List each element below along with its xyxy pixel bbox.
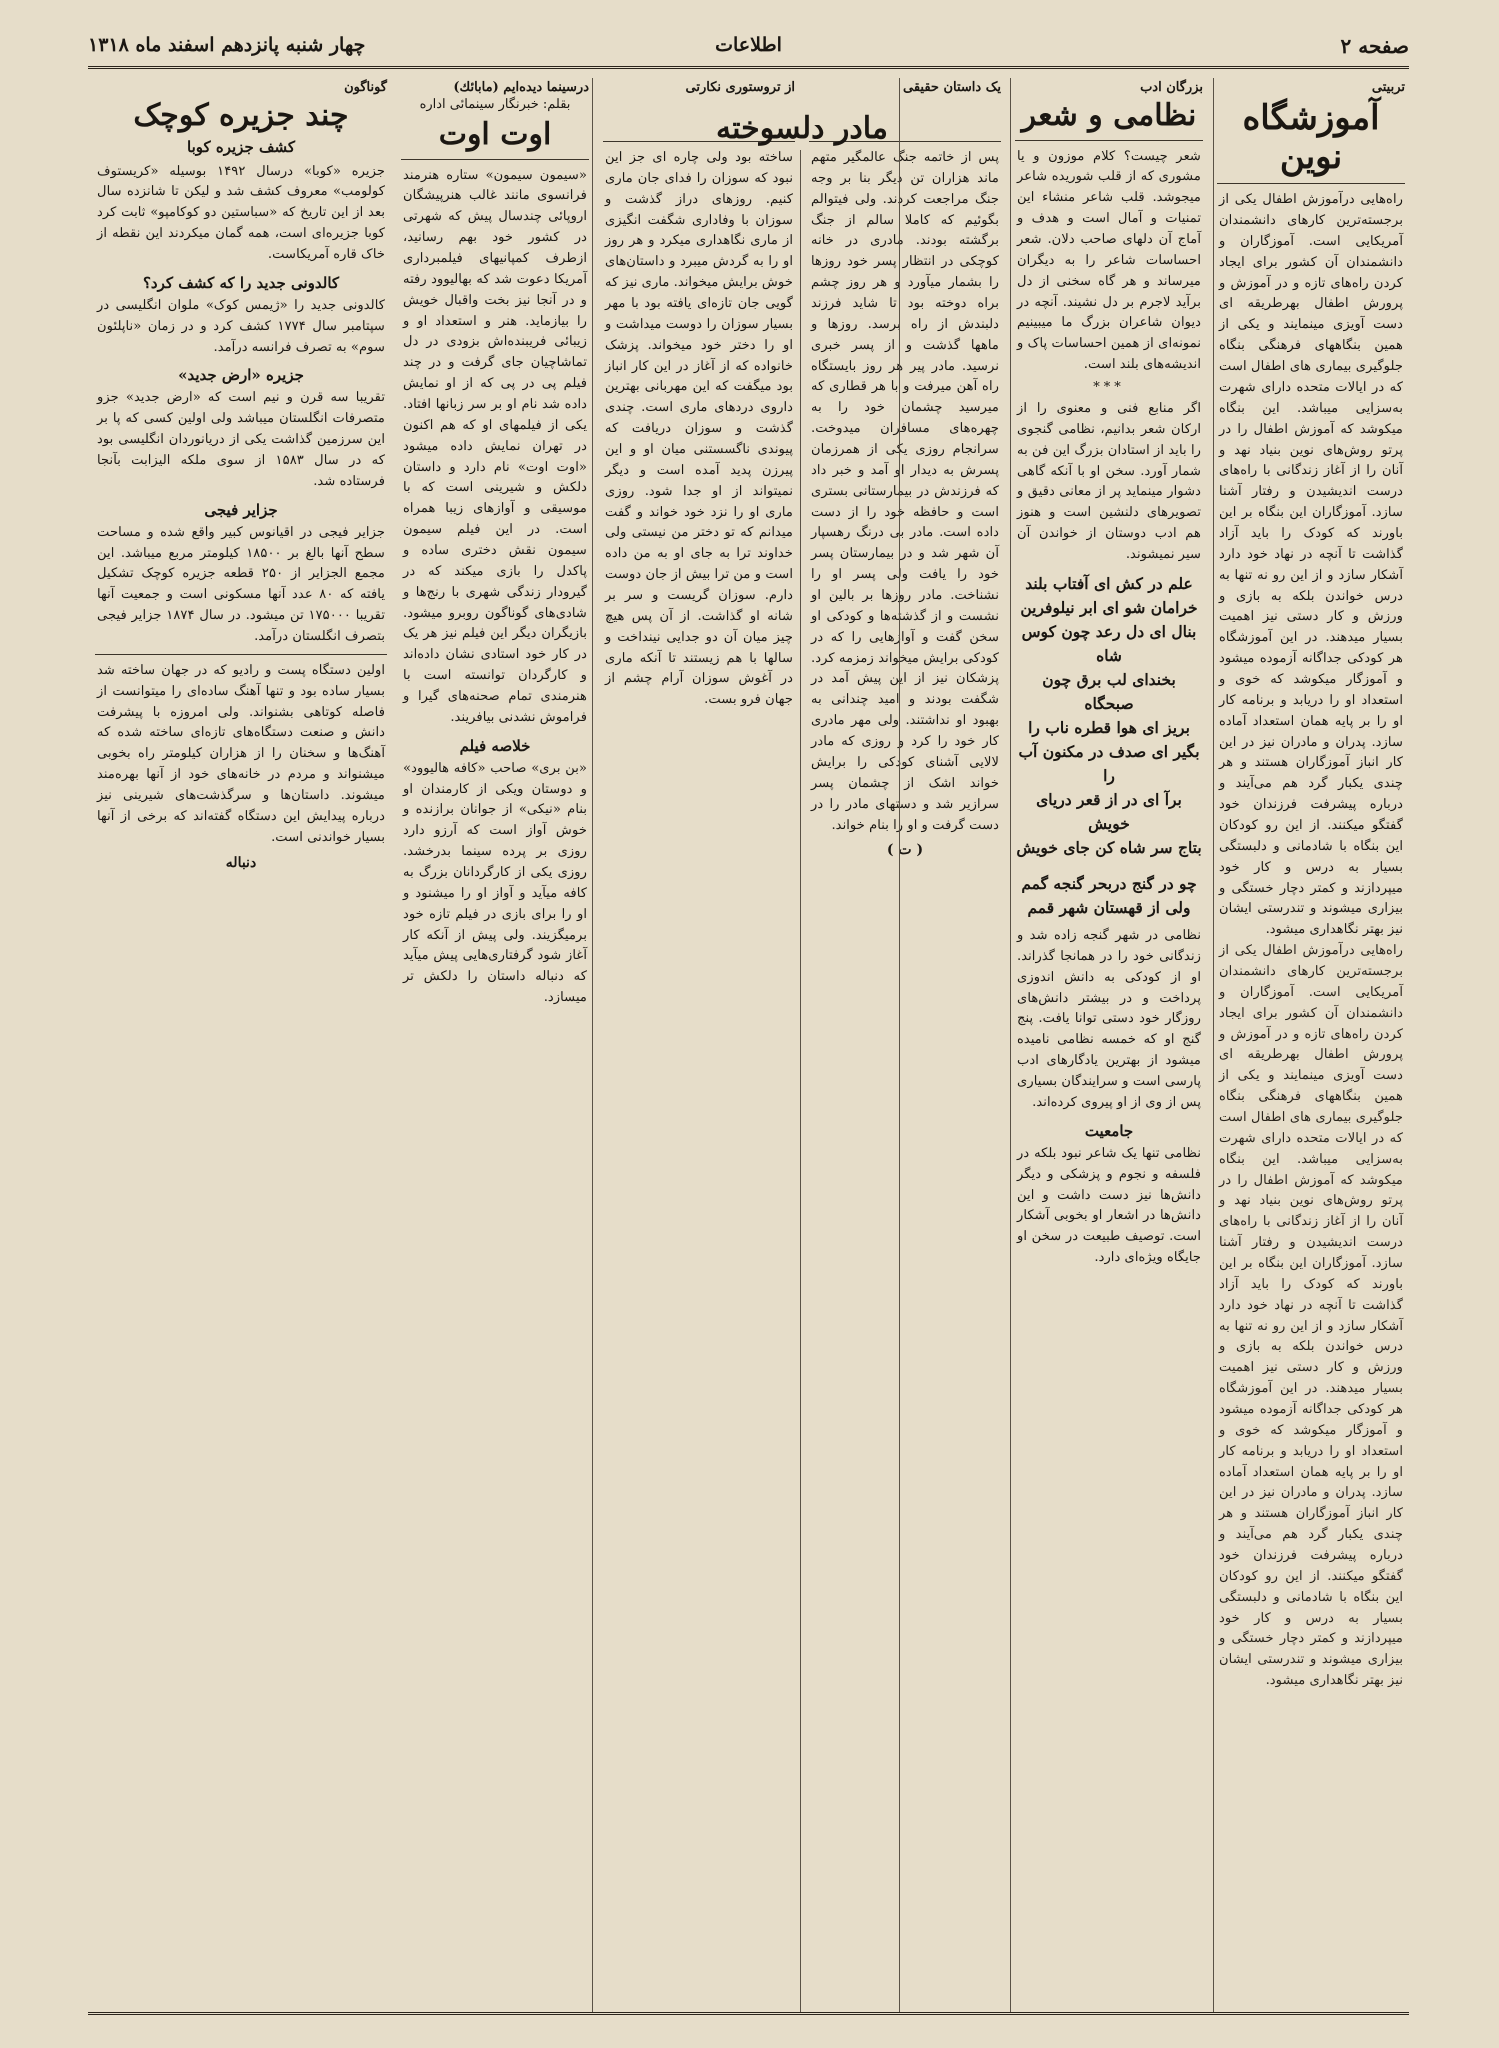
subsection-heading: کالدونی جدید را که کشف کرد؟ (142, 273, 340, 292)
newspaper-name: اطلاعات (715, 34, 782, 56)
divider (1015, 140, 1203, 141)
issue-date: چهار شنبه پانزدهم اسفند ماه ۱۳۱۸ (88, 34, 366, 56)
column-divider (800, 150, 801, 2012)
article-body: جزیره «کوبا» درسال ۱۴۹۲ بوسیله «کریستوف کولومب» معروف کشف شد و لیکن تا شانزده سال بعد از این تاریخ که «سباستین دو کوکامپو» ثابت کرد کوبا جزیره‌ای است، همه گمان میکردند این نقطه از خاک قاره آمریکاست. (97, 163, 385, 262)
header-rule (88, 66, 1409, 69)
divider (95, 654, 387, 655)
column-divider (1010, 78, 1011, 2012)
poem-verse-2: چو در گنج دربحر گنجه گمم ولی از قهستان شهر قمم (1021, 874, 1197, 918)
column-story-left (599, 78, 799, 2012)
subsection-body-3: جزایر فیجی در اقیانوس کبیر واقع شده و مساحت سطح آنها بالغ بر ۱۸۵۰۰ کیلومتر مربع میباشد. این مجمع الجزایر از ۲۵۰ قطعه جزیره کوچک تشکیل یافته که ۸۰ عدد آنها مسکونی است و جمعیت آنها تقریبا ۱۷۵۰۰۰ تن میشود. در سال ۱۸۷۴ جزایر فیجی بتصرف انگلستان درآمد. (97, 524, 385, 644)
story-body-continued: ساخته بود ولی چاره ای جز این نبود که سوزان را فدای جان ماری کنیم. روزهای دراز گذشت و سوزان با وفاداری شگفت انگیزی از ماری نگاهداری میکرد و هر روز او را به گردش میبرد و داستان‌های خوش برایش میخواند. ماری نیز که گویی جان تازه‌ای یافته بود با مهر بسیار سوزان را دوست میداشت و او را دختر خود میخواند. پزشک خانواده که از آغاز در این کار انباز بود میگفت که این مهربانی بهترین داروی دردهای ماری است. چندی گذشت و سوزان دریافت که پیوندی ناگسستنی میان او و این پیرزن پدید آمده است و دیگر نمیتواند از او جدا شود. روزی ماری او را نزد خود خواند و گفت میدانم که تو دختر من نیستی ولی خداوند ترا به جای او به من داده است و من ترا بیش از جان دوست دارم. سوزان گریست و سر بر شانه او گذاشت. از آن پس هیچ چیز میان آن دو جدایی نینداخت و سالها با هم زیستند تا آنکه ماری در آغوش سوزان آرام چشم از جهان فرو بست. (605, 150, 793, 708)
article-subheadline: کشف جزیره کوبا (187, 137, 295, 156)
column-education (1213, 78, 1409, 2012)
column-literature (1011, 78, 1207, 2012)
subsection-body: «بن بری» صاحب «کافه هالیوود» و دوستان ویکی از کارمندان او بنام «نیکی» از جوانان برازنده و خوش آواز است که آرزو دارد روزی بر پرده سینما بدرخشد. روزی یکی از کارگردانان بزرگ به کافه میآید و آواز او را میشنود و او را برای بازی در فیلم تازه خود برمیگزیند. ولی پیش از آنکه کار آغاز شود گرفتاری‌هایی پیش میآید که دنباله داستان را دلکش تر میسازد. (403, 760, 587, 1006)
article-headline: چند جزیره کوچک (133, 98, 349, 133)
article-intro: شعر چیست؟ کلام موزون و یا مشوری که از قلب شوریده شاعر میجوشد. قلب شاعر منشاء این تمنیات و آمال است و هدف و آماج آن دلهای صاحب دلان. شعر احساسات شاعر را به دیگران میرساند و هر گاه سخنی از دل برآید لاجرم بر دل نشیند. آنچه در دیوان شاعران بزرگ ما میبینیم نمونه‌ای از همین احساسات پاک و اندیشه‌های بلند است. (1017, 148, 1201, 373)
section-stars: *** (1093, 379, 1125, 395)
article-body: «سیمون سیمون» ستاره هنرمند فرانسوی مانند غالب هنرپیشگان اروپائی چندسال پیش که شهرتی در کشور خود بهم رسانید، ازطرف کمپانیهای فیلمبرداری آمریکا دعوت شد که بهالیوود رفته و در آنجا نیز بخت واقبال خویش را بیازماید. هنر و استعداد او و زیبائی فریبنده‌اش بزودی در دل تماشاچیان جای گرفت و در چند فیلم پی در پی که از او نمایش داده شد نام او بر سر زبانها افتاد. یکی از فیلمهای او که هم اکنون در تهران نمایش داده میشود «اوت اوت» نام دارد و داستان دلکش و شیرینی است که با موسیقی و آوازهای زیبا همراه است. در این فیلم سیمون سیمون نقش دختری ساده و پاکدل را بازی میکند که در گیرودار زندگی شهری با رنج‌ها و شادی‌های گوناگون روبرو میشود. بازیگران دیگر این فیلم نیز هر یک در کار خود استادی نشان داده‌اند و کارگردان توانسته است با هنرمندی تمام صحنه‌های گیرا و فراموش نشدنی بیافریند. (403, 167, 587, 725)
subsection-heading-3: جزایر فیجی (204, 500, 278, 519)
article-headline: نظامی و شعر (1021, 98, 1197, 133)
subsection-heading-2: جزیره «ارض جدید» (178, 366, 304, 385)
story-body: پس از خاتمه جنگ عالمگیر متهم ماند هزاران تن دیگر بنا بر وجه جنگ مراجعت کردند. ولی فیتوالم بگوئیم که کاملا سالم از جنگ برگشته بودند. مادری در خانه کوچکی در انتظار پسر خود روزها را بشمار میآورد و هر روز چشم براه دوخته بود تا شاید فرزند دلبندش از راه برسد. روزها و ماهها گذشت و از پسر خبری نرسید. مادر پیر هر روز بایستگاه راه آهن میرفت و با هر قطاری که میرسید چشمان خود را به چهره‌های مسافران میدوخت. سرانجام روزی یکی از همرزمان پسرش به دیدار او آمد و خبر داد که فرزندش در بیمارستانی بستری است و حافظه خود را از دست داده است. مادر بی درنگ رهسپار آن شهر شد و در بیمارستان پسر خود را یافت ولی پسر او را نشناخت. مادر روزها بر بالین او نشست و از گذشته‌ها و کودکی او سخن گفت و آوازهایی را که در کودکی برایش میخواند زمزمه کرد. پزشکان نیز از این پیش آمد در شگفت بودند و امید چندانی به بهبود او نداشتند. ولی مهر مادری کار خود را کرد و روزی که مادر لالایی آشنای کودکی را برایش خواند اشک از چشمان پسر سرازیر شد و دستهای مادر را در دست گرفت و او را بنام خواند. (811, 150, 999, 833)
masthead-bar (88, 28, 1409, 62)
section-kicker: تربیتی (1371, 80, 1405, 95)
story-end-mark: ( ت ) (886, 842, 924, 859)
section-kicker: گوناگون (344, 80, 387, 95)
page-number: صفحه ۲ (1340, 34, 1409, 58)
section-kicker: درسینما دیده‌ایم (مابائك) (453, 80, 589, 95)
section-kicker: بزرگان ادب (1140, 80, 1203, 95)
column-divider (592, 78, 593, 2012)
column-story-right (805, 78, 1005, 2012)
article-headline: آموزشگاه نوین (1242, 98, 1380, 178)
article-body: راه‌هایی درآموزش اطفال یکی از برجسته‌ترین کارهای دانشمندان آمریکایی است. آموزگاران و دانشمندان آن کشور برای ایجاد کردن راه‌های تازه و در آموزش و پرورش اطفال بهرطریقه ای دست آویزی مینمایند و یکی از همین بنگاههای فرهنگی بنگاه جلوگیری بیماری های اطفال است که در ایالات متحده دارای شهرت به‌سزایی میباشد. این بنگاه میکوشد که آموزش اطفال را در پرتو روش‌های نوین بنیاد نهد و آنان را از آغاز زندگانی با راه‌های درست اندیشیدن و رفتار آشنا سازد. آموزگاران این بنگاه بر این باورند که کودک را باید آزاد گذاشت تا آنچه در نهاد خود دارد آشکار سازد و از این رو نه تنها به درس خواندن بلکه به بازی و ورزش و کار دستی نیز اهمیت بسیار میدهند. در این آموزشگاه هر کودکی جداگانه آزموده میشود و آموزگار میکوشد که خوی و استعداد او را دریابد و برنامه کار او را بر پایه همان استعداد آماده سازد. پدران و مادران نیز در این کار انباز آموزگاران هستند و هر چندی یکبار گرد هم می‌آیند و درباره پیشرفت فرزندان خود گفتگو میکنند. از این رو کودکان این بنگاه با شادمانی و دلبستگی بسیار به درس و کار خود میپردازند و کمتر دچار خستگی و بیزاری میشوند و تندرستی ایشان نیز بهتر نگاهداری میشود. (1219, 192, 1403, 938)
radio-article-body: اولین دستگاه پست و رادیو که در جهان ساخته شد بسیار ساده بود و تنها آهنگ ساده‌ای را میتوانست از فاصله کوتاهی بشنواند. ولی امروزه با پیشرفت دانش و صنعت دستگاه‌های تازه‌ای ساخته شده که آهنگ‌ها و سخنان را از هزاران کیلومتر راه بخوبی میشنواند و مردم در خانه‌های خود از آنها بهره‌مند میشوند. داستان‌ها و سرگذشت‌های شیرینی نیز درباره پیدایش این دستگاه گفته‌اند که برخی از آنها بسیار خواندنی است. (97, 662, 385, 845)
article-headline: اوت اوت (438, 117, 552, 152)
column-divider (1213, 78, 1214, 2012)
column-miscellany (91, 78, 391, 2012)
section-kicker-2: از تروستوری نکارتی (685, 80, 795, 95)
poem-verse: علم در کش ای آفتاب بلند خرامان شو ای ابر نیلوفرین بنال ای دل رعد چون کوس شاه بخندای لب برق چون صبحگاه بریز ای هوا قطره ناب را بگیر ای صدف در مکنون آب را برآ ای در از قعر دریای خویش بتاج سر شاه کن جای خویش (1016, 573, 1202, 857)
story-headline-wrap (599, 108, 1005, 151)
divider (1217, 183, 1405, 184)
footer-rule (88, 2012, 1409, 2015)
subsection-body-2: تقریبا سه قرن و نیم است که «ارض جدید» جزو متصرفات انگلستان میباشد ولی اولین کسی که پا بر این سرزمین گذاشت یکی از دریانوردان انگلیسی بود که در سال ۱۵۸۳ از سوی ملکه الیزابت بآنجا فرستاده شد. (97, 390, 385, 489)
subsection-body: نظامی تنها یک شاعر نبود بلکه در فلسفه و نجوم و پزشکی و دیگر دانش‌ها نیز دست داشت و این دانش‌ها در اشعار او بخوبی آشکار است. توصیف طبیعت در سخن او جایگاه ویژه‌ای دارد. (1017, 1145, 1201, 1266)
subsection-body: کالدونی جدید را «ژیمس کوک» ملوان انگلیسی در سپتامبر سال ۱۷۷۴ کشف کرد و در زمان «ناپلئون سوم» به تصرف فرانسه درآمد. (97, 297, 385, 355)
article-body-continued: نظامی در شهر گنجه زاده شد و زندگانی خود را در همانجا گذراند. او از کودکی به دانش اندوزی پرداخت و در بیشتر دانش‌های روزگار خود دستی توانا یافت. پنج گنج او که خمسه نظامی نامیده میشود از بهترین یادگارهای ادب پارسی است و سرایندگان بسیاری پس از وی از او پیروی کرده‌اند. (1017, 928, 1201, 1110)
continued-mark: دنباله (225, 854, 257, 871)
article-body: اگر منابع فنی و معنوی را از ارکان شعر بدانیم، نظامی گنجوی را باید از استادان بزرگ این فن به شمار آورد. سخن او با آنکه گاهی دشوار مینماید پر از معانی دقیق و تصویرهای دلنشین است و هنوز هم ادب دوستان از خواندن آن سیر نمیشوند. (1017, 400, 1201, 562)
section-kicker: یک داستان حقیقی (903, 80, 1001, 95)
byline: بقلم: خبرنگار سینمائی اداره (419, 97, 571, 112)
column-divider (899, 78, 900, 2012)
divider (401, 159, 589, 160)
article-body-continued: راه‌هایی درآموزش اطفال یکی از برجسته‌ترین کارهای دانشمندان آمریکایی است. آموزگاران و دانشمندان آن کشور برای ایجاد کردن راه‌های تازه و در آموزش و پرورش اطفال بهرطریقه ای دست آویزی مینمایند و یکی از همین بنگاههای فرهنگی بنگاه جلوگیری بیماری های اطفال است که در ایالات متحده دارای شهرت به‌سزایی میباشد. این بنگاه میکوشد که آموزش اطفال را در پرتو روش‌های نوین بنیاد نهد و آنان را از آغاز زندگانی با راه‌های درست اندیشیدن و رفتار آشنا سازد. آموزگاران این بنگاه بر این باورند که کودک را باید آزاد گذاشت تا آنچه در نهاد خود دارد آشکار سازد و از این رو نه تنها به درس خواندن بلکه به بازی و ورزش و کار دستی نیز اهمیت بسیار میدهند. در این آموزشگاه هر کودکی جداگانه آزموده میشود و آموزگار میکوشد که خوی و استعداد او را دریابد و برنامه کار او را بر پایه همان استعداد آماده سازد. پدران و مادران نیز در این کار انباز آموزگاران هستند و هر چندی یکبار گرد هم می‌آیند و درباره پیشرفت فرزندان خود گفتگو میکنند. از این رو کودکان این بنگاه با شادمانی و دلبستگی بسیار به درس و کار خود میپردازند و کمتر دچار خستگی و بیزاری میشوند و تندرستی ایشان نیز بهتر نگاهداری میشود. (1219, 943, 1403, 1689)
story-headline: مادر دلسوخته (716, 111, 888, 146)
column-cinema (397, 78, 593, 2012)
subsection-heading: خلاصه فیلم (459, 736, 531, 755)
subsection-heading: جامعیت (1084, 1121, 1134, 1140)
